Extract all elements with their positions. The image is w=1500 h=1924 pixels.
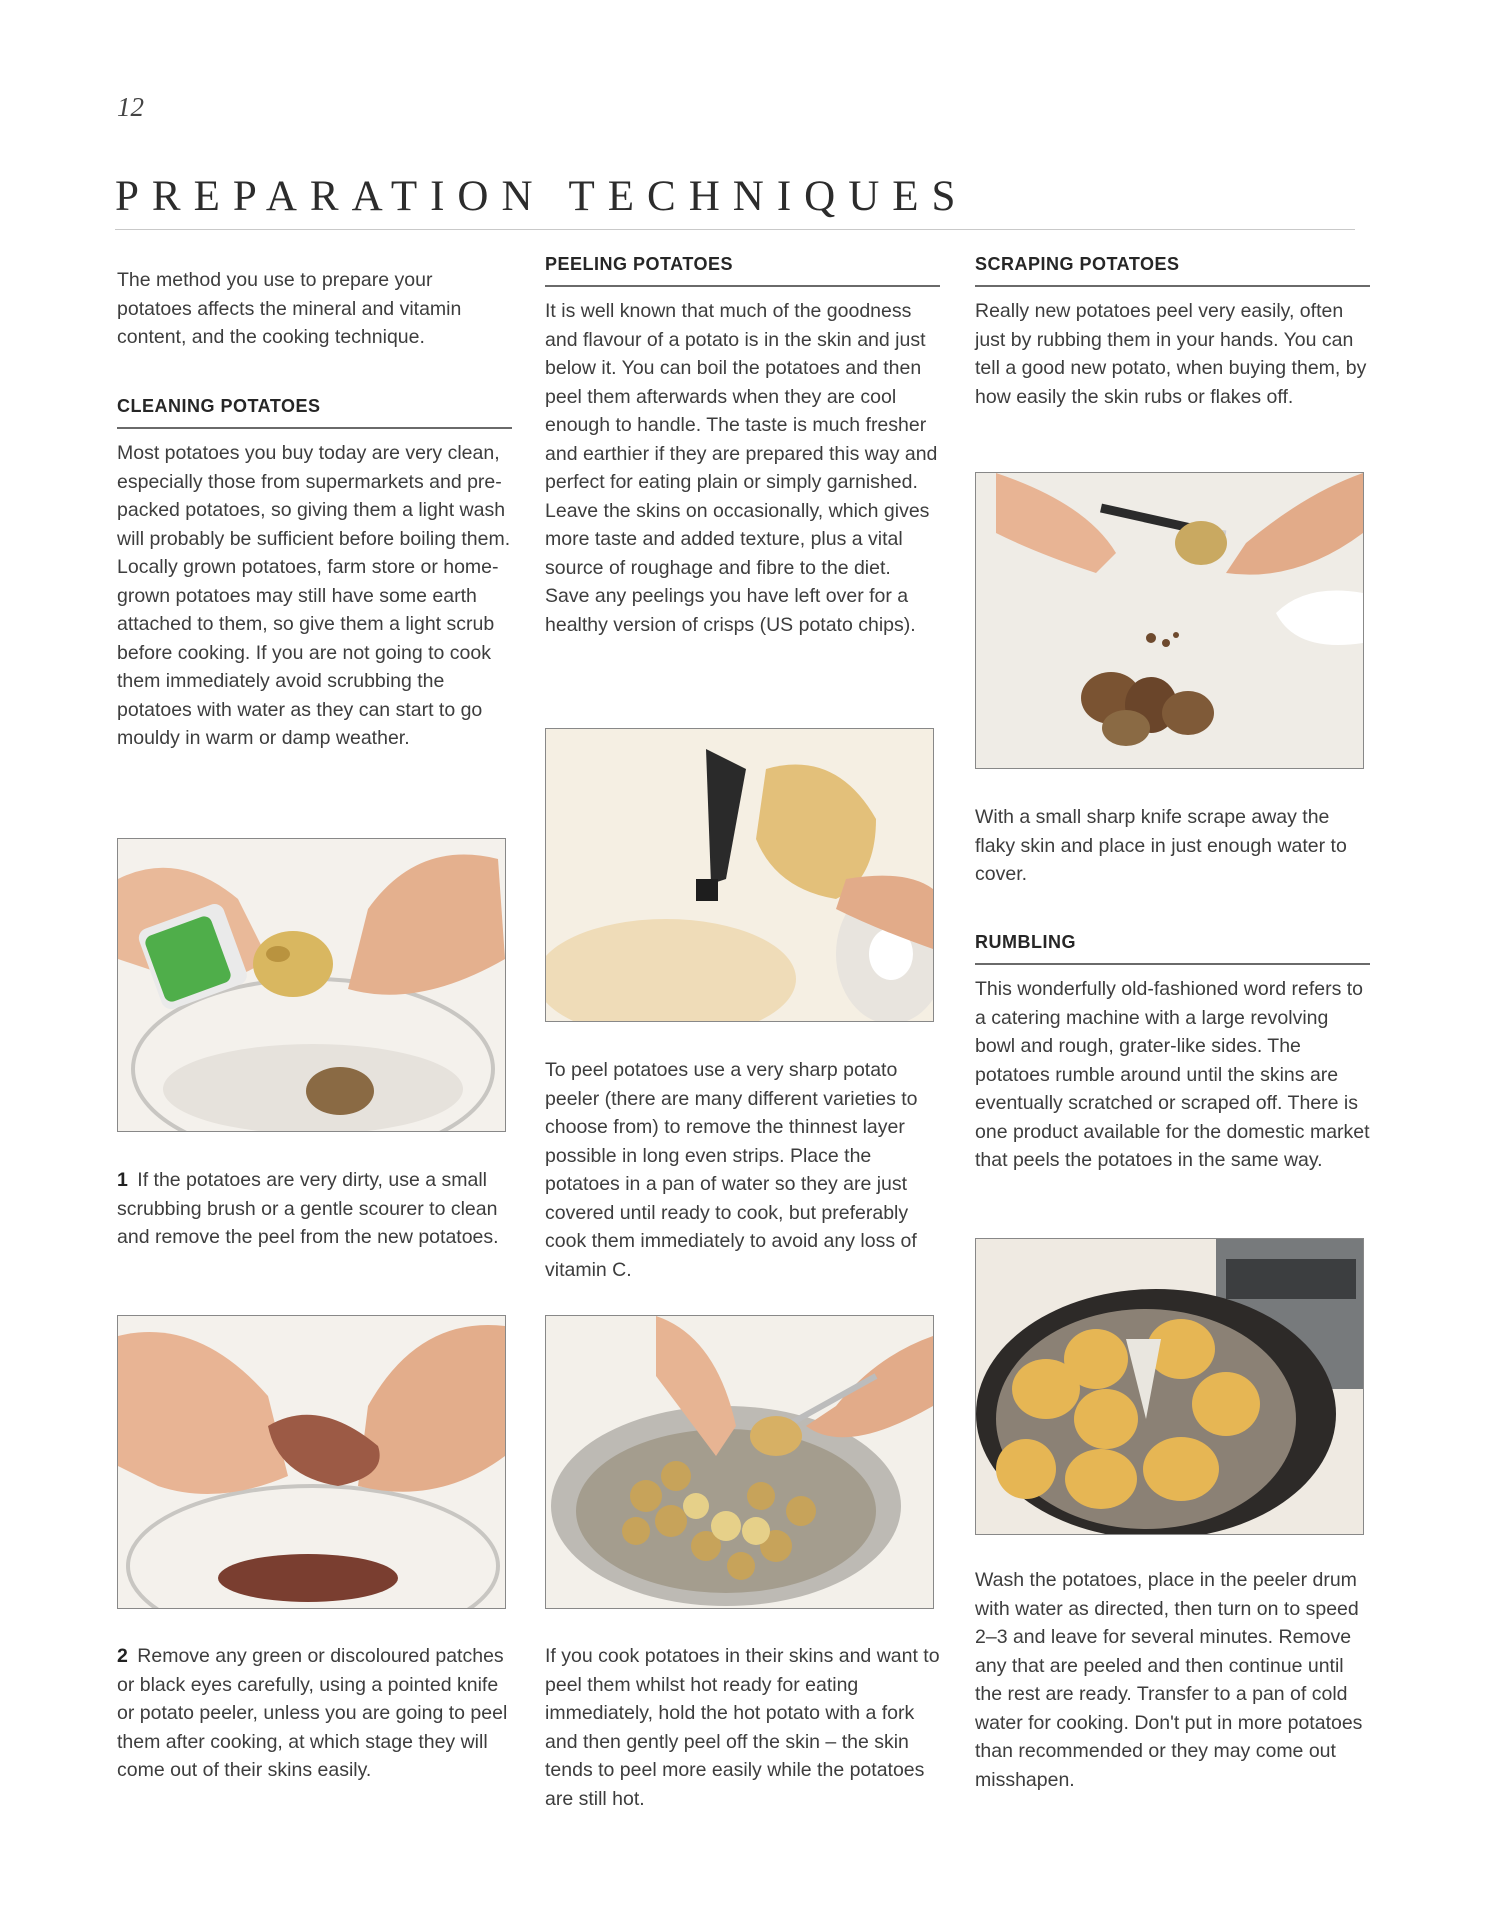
step-1-caption [117,1166,512,1252]
intro-paragraph: The method you use to prepare your potatoes affects the mineral and vitamin content, and the cooking technique. [117,269,462,348]
rumbling-section [975,932,1370,1175]
photo-scraping [975,472,1364,769]
peeling-heading: PEELING POTATOES [545,254,940,287]
cleaning-paragraph: Most potatoes you buy today are very clean, especially those from supermarkets and pre-packed potatoes, so giving them a light wash will probably be sufficient before boiling them. Locally grown potatoes, farm store or home-grown potatoes may still have some earth attached to them, so give them a light scrub before cooking. If you are not going to cook them immediately avoid scrubbing the potatoes with water as they can start to go mouldy in warm or damp weather. [117,442,511,749]
peeler-drum-illustration [976,1239,1363,1534]
scraping-section [975,254,1370,411]
peeling-caption-1: To peel potatoes use a very sharp potato peeler (there are many different varieties to choose from) to remove the thinnest layer possible in long even strips. Place the potatoes in a pan of water so they are just covered until ready to cook, but preferably cook them immediately to avoid any loss of vitamin C. [545,1059,918,1281]
step-2-caption [117,1642,512,1785]
peeling-paragraph: It is well known that much of the goodness and flavour of a potato is in the skin and just below it. You can boil the potatoes and then peel them afterwards when they are cool enough to handle. The taste is much fresher and earthier if they are prepared this way and perfect for eating plain or simply garnished. Leave the skins on occasionally, which gives more taste and added texture, plus a vital source of roughage and fibre to the diet. Save any peelings you have left over for a healthy version of crisps (US potato chips). [545,300,938,636]
rumbling-heading: RUMBLING [975,932,1370,965]
peeler-illustration [546,729,933,1021]
photo-scrubbing-potato [117,838,506,1132]
rumbling-caption: Wash the potatoes, place in the peeler drum with water as directed, then turn on to speed 2–3 and leave for several minutes. Remove any that are peeled and then continue until the rest are ready. Transfer to a pan of cold water for cooking. Don't put in more potatoes than recommended or they may come out misshapen. [975,1569,1363,1791]
scraping-illustration [976,473,1363,768]
photo-peeler-drum [975,1238,1364,1535]
step-2-text: Remove any green or discoloured patches or black eyes carefully, using a pointed knife or potato peeler, unless you are going to peel them after cooking, at which stage they will come out of their skins easily. [117,1645,508,1781]
photo-peeler [545,728,934,1022]
hot-potato-illustration [546,1316,933,1608]
scrubbing-illustration [118,839,505,1131]
page-title: PREPARATION TECHNIQUES [115,173,969,220]
cleaning-section [117,396,512,753]
rumbling-paragraph: This wonderfully old-fashioned word refers to a catering machine with a large revolving bowl and rough, grater-like sides. The potatoes rumble around until the skins are eventually scratched or scraped off. There is one product available for the domestic market that peels the potatoes in the same way. [975,978,1370,1171]
step-1-number: 1 [117,1169,128,1191]
scraping-heading: SCRAPING POTATOES [975,254,1370,287]
scraping-paragraph: Really new potatoes peel very easily, often just by rubbing them in your hands. You can tell a good new potato, when buying them, by how easily the skin rubs or flakes off. [975,300,1367,408]
peeling-caption-2: If you cook potatoes in their skins and want to peel them whilst hot ready for eating immediately, hold the hot potato with a fork and then gently peel off the skin – the skin tends to peel more easily while the potatoes are still hot. [545,1645,940,1810]
step-2-number: 2 [117,1645,128,1667]
removing-eyes-illustration [118,1316,505,1608]
title-divider [115,229,1355,230]
scraping-caption: With a small sharp knife scrape away the flaky skin and place in just enough water to cover. [975,806,1347,885]
photo-removing-eyes [117,1315,506,1609]
photo-peeling-hot-potato [545,1315,934,1609]
step-1-text: If the potatoes are very dirty, use a small scrubbing brush or a gentle scourer to clean and remove the peel from the new potatoes. [117,1169,499,1248]
page-number: 12 [117,92,144,122]
peeling-section [545,254,940,639]
cleaning-heading: CLEANING POTATOES [117,396,512,429]
